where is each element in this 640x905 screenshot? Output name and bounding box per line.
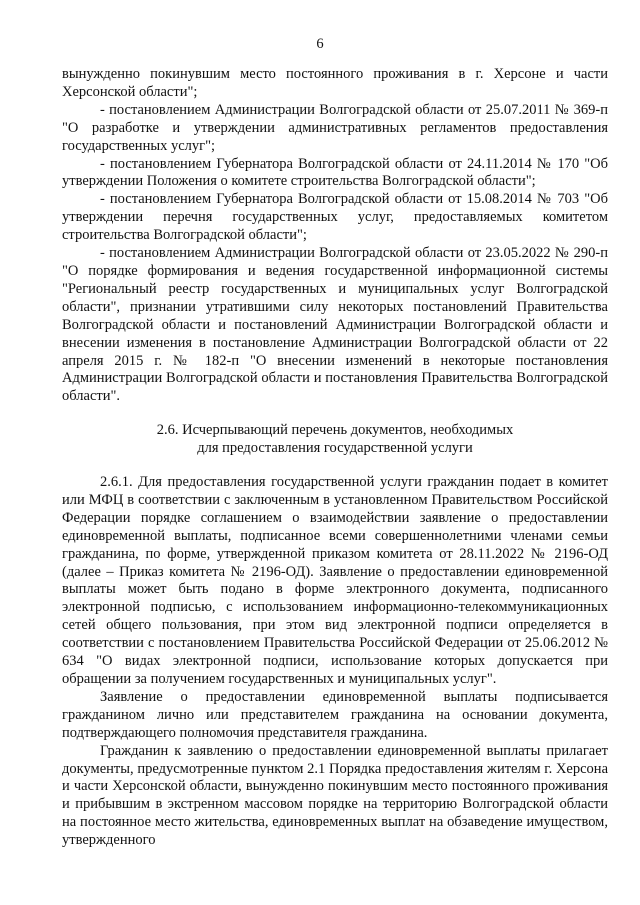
paragraph-continuation: вынужденно покинувшим место постоянного проживания в г. Херсоне и части Херсонской области"; xyxy=(62,66,608,100)
section-heading xyxy=(62,422,608,458)
list-item-resolution-703: - постановлением Губернатора Волгоградской области от 15.08.2014 № 703 "Об утверждении перечня государственных услуг, предоставляемых комитетом строительства Волгоградской области"; xyxy=(62,191,608,244)
list-item-resolution-290p: - постановлением Администрации Волгоградской области от 23.05.2022 № 290-п "О порядке формирования и ведения государственной информационной системы "Региональный реестр государственных и муниципальных услуг Волгоградской области", признании утратившими силу некоторых постановлений Правительства Волгоградской области и постановлений Администрации Волгоградской области и внесении изменения в постановление Администрации Волгоградской области от 22 апреля 2015 г. № 182-п "О внесении изменений в некоторые постановления Администрации Волгоградской области и постановления Правительства Волгоградской области". xyxy=(62,245,608,405)
paragraph-2-6-1: 2.6.1. Для предоставления государственной услуги гражданин подает в комитет или МФЦ в соответствии с заключенным в установленном Правительством Российской Федерации порядке соглашением о взаимодействии заявление о предоставлении единовременной выплаты, подписанное всеми совершеннолетними членами семьи гражданина, по форме, утвержденной приказом комитета от 28.11.2022 № 2196-ОД (далее – Приказ комитета № 2196-ОД). Заявление о предоставлении единовременной выплаты может быть подано в форме электронного документа, подписанного электронной подписью, с использованием информационно-телекоммуникационных сетей общего пользования, при этом вид электронной подписи определяется в соответствии с постановлением Правительства Российской Федерации от 25.06.2012 № 634 "О видах электронной подписи, использование которых допускается при обращении за получением государственных и муниципальных услуг". xyxy=(62,474,608,687)
document-body xyxy=(62,66,608,850)
paragraph-signature: Заявление о предоставлении единовременной выплаты подписывается гражданином лично или представителем гражданина на основании документа, подтверждающего полномочия представителя гражданина. xyxy=(62,688,608,741)
list-item-resolution-369p: - постановлением Администрации Волгоградской области от 25.07.2011 № 369-п "О разработке и утверждении административных регламентов предоставления государственных услуг"; xyxy=(62,101,608,154)
paragraph-attachments: Гражданин к заявлению о предоставлении единовременной выплаты прилагает документы, предусмотренные пунктом 2.1 Порядка предоставления жителям г. Херсона и части Херсонской области, вынужденно покинувшим место постоянного проживания и прибывшим в экстренном массовом порядке на территорию Волгоградской области на постоянное место жительства, единовременных выплат на обзаведение имуществом, утвержденного xyxy=(62,742,608,849)
section-heading-line-1: 2.6. Исчерпывающий перечень документов, необходимых xyxy=(156,422,514,439)
list-item-resolution-170: - постановлением Губернатора Волгоградской области от 24.11.2014 № 170 "Об утверждении Положения о комитете строительства Волгоградской области"; xyxy=(62,155,608,190)
page-number: 6 xyxy=(316,36,324,52)
section-heading-line-2: для предоставления государственной услуги xyxy=(197,440,473,457)
